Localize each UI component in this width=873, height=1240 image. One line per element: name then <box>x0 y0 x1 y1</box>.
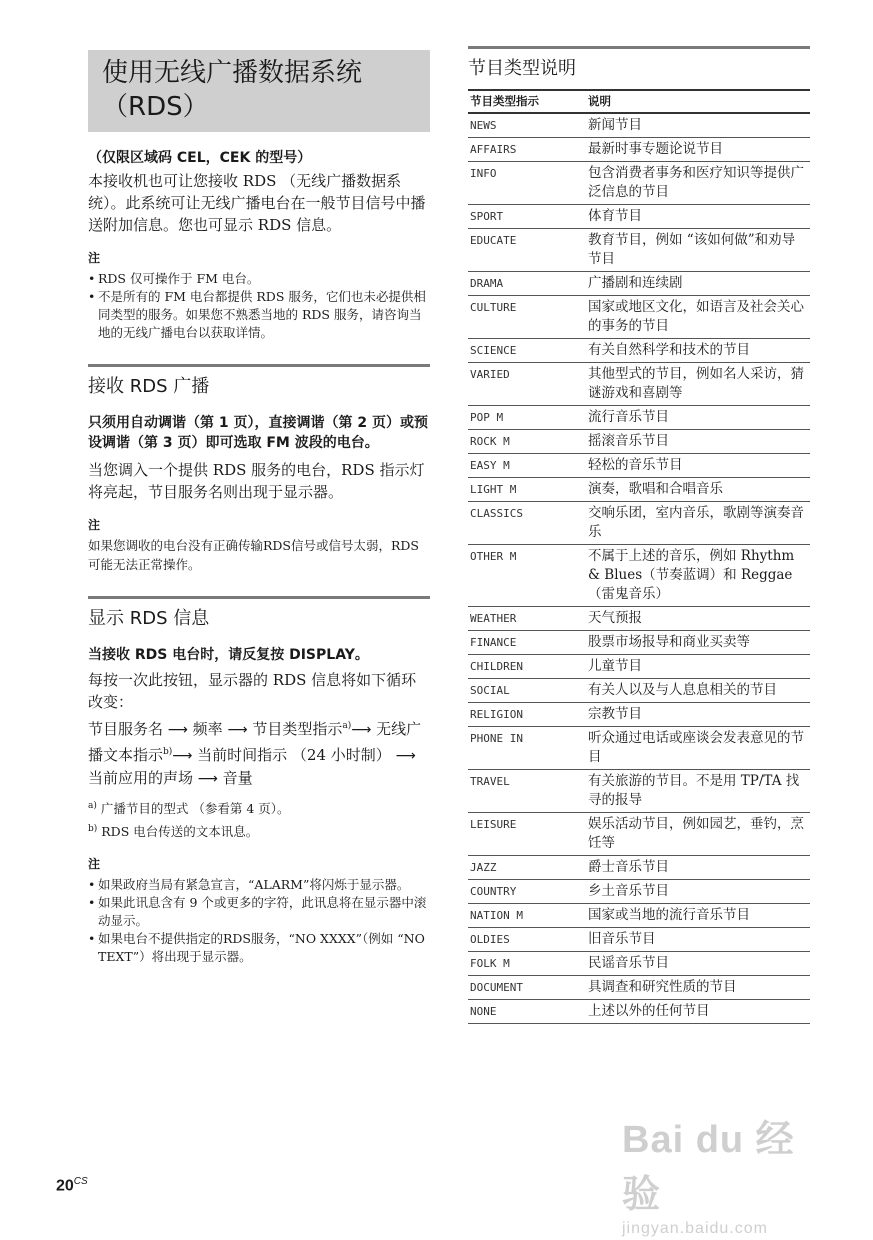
program-type-description: 不属于上述的音乐，例如 Rhythm & Blues（节奏蓝调）和 Reggae（雷鬼音乐） <box>586 545 810 607</box>
program-type-description: 国家或当地的流行音乐节目 <box>586 904 810 928</box>
note-heading-2: 注 <box>88 518 101 532</box>
program-type-description: 听众通过电话或座谈会发表意见的节目 <box>586 727 810 770</box>
program-type-code: OTHER M <box>468 545 586 607</box>
section-lead-display: 当接收 RDS 电台时，请反复按 DISPLAY。 <box>88 647 369 663</box>
table-row <box>468 113 810 138</box>
page-number-value: 20 <box>56 1177 74 1195</box>
watermark-logo: Bai du 经验 <box>622 1119 795 1216</box>
program-type-code: FINANCE <box>468 631 586 655</box>
program-type-description: 包含消费者事务和医疗知识等提供广泛信息的节目 <box>586 162 810 205</box>
table-header-row <box>468 90 810 113</box>
note-item: • 如果此讯息含有 9 个或更多的字符，此讯息将在显示器中滚动显示。 <box>88 894 430 930</box>
program-type-description: 乡土音乐节目 <box>586 880 810 904</box>
section-paragraph-receive: 当您调入一个提供 RDS 服务的电台，RDS 指示灯将亮起，节目服务名则出现于显示器。 <box>88 461 425 501</box>
section-title-display: 显示 RDS 信息 <box>88 596 430 631</box>
program-type-code: NEWS <box>468 113 586 138</box>
program-type-description: 具调查和研究性质的节目 <box>586 976 810 1000</box>
program-type-description: 宗教节目 <box>586 703 810 727</box>
table-row <box>468 856 810 880</box>
table-row <box>468 430 810 454</box>
table-row <box>468 205 810 229</box>
note-item: • 如果政府当局有紧急宣言，“ALARM”将闪烁于显示器。 <box>88 876 430 894</box>
table-row <box>468 679 810 703</box>
program-type-description: 新闻节目 <box>586 113 810 138</box>
program-type-description: 民谣音乐节目 <box>586 952 810 976</box>
program-type-description: 有关旅游的节目。不是用 TP/TA 找寻的报导 <box>586 770 810 813</box>
note-receive: 如果您调收的电台没有正确传输RDS信号或信号太弱，RDS 可能无法正常操作。 <box>88 538 419 572</box>
program-type-description: 轻松的音乐节目 <box>586 454 810 478</box>
table-row <box>468 229 810 272</box>
table-row <box>468 952 810 976</box>
arrow-right-icon: ⟶ <box>395 748 416 764</box>
section-title-receive: 接收 RDS 广播 <box>88 364 430 399</box>
note-heading-3: 注 <box>88 857 101 872</box>
table-row <box>468 703 810 727</box>
table-row <box>468 502 810 545</box>
program-type-code: SPORT <box>468 205 586 229</box>
right-column <box>468 46 810 1024</box>
program-type-code: NONE <box>468 1000 586 1024</box>
program-type-description: 交响乐团，室内音乐，歌剧等演奏音乐 <box>586 502 810 545</box>
program-type-code: LEISURE <box>468 813 586 856</box>
watermark <box>622 1108 822 1237</box>
program-type-code: POP M <box>468 406 586 430</box>
table-row <box>468 1000 810 1024</box>
table-row <box>468 655 810 679</box>
program-type-description: 有关人以及与人息息相关的节目 <box>586 679 810 703</box>
program-type-code: NATION M <box>468 904 586 928</box>
page-number <box>56 1176 88 1195</box>
program-type-description: 国家或地区文化，如语言及社会关心的事务的节目 <box>586 296 810 339</box>
table-row <box>468 454 810 478</box>
program-type-code: AFFAIRS <box>468 138 586 162</box>
table-row <box>468 339 810 363</box>
table-row <box>468 607 810 631</box>
table-row <box>468 162 810 205</box>
program-type-code: TRAVEL <box>468 770 586 813</box>
note-list-1 <box>88 270 430 342</box>
program-type-code: PHONE IN <box>468 727 586 770</box>
cycle-step: 无线广播文本指示 <box>88 720 422 764</box>
table-row <box>468 770 810 813</box>
display-cycle <box>88 715 430 790</box>
program-type-description: 上述以外的任何节目 <box>586 1000 810 1024</box>
page-title-box <box>88 50 430 132</box>
cycle-step: 节目类型指示 <box>252 720 343 738</box>
footnote-mark: b) <box>163 747 173 757</box>
cycle-step: 节目服务名 <box>88 720 164 738</box>
footnote-text: RDS 电台传送的文本讯息。 <box>101 824 259 840</box>
footnote-mark: a) <box>88 801 97 811</box>
table-row <box>468 976 810 1000</box>
program-type-description: 教育节目，例如 “该如何做”和劝导节目 <box>586 229 810 272</box>
intro-paragraph: 本接收机也可让您接收 RDS （无线广播数据系统）。此系统可让无线广播电台在一般节目信号中播送附加信息。您也可显示 RDS 信息。 <box>88 172 426 234</box>
cycle-step: 当前时间指示 （24 小时制） <box>197 746 391 764</box>
program-type-code: RELIGION <box>468 703 586 727</box>
table-row <box>468 813 810 856</box>
table-row <box>468 478 810 502</box>
arrow-right-icon: ⟶ <box>227 722 248 738</box>
watermark-url: jingyan.baidu.com <box>622 1220 768 1237</box>
table-body <box>468 113 810 1024</box>
page-number-suffix: CS <box>73 1176 88 1187</box>
program-type-code: EDUCATE <box>468 229 586 272</box>
footnote-b <box>88 819 430 842</box>
footnote-mark: b) <box>88 824 98 835</box>
footnote-a <box>88 796 430 819</box>
program-type-code: SOCIAL <box>468 679 586 703</box>
arrow-right-icon: ⟶ <box>167 722 188 738</box>
program-type-description: 演奏，歌唱和合唱音乐 <box>586 478 810 502</box>
table-row <box>468 363 810 406</box>
program-type-table <box>468 89 810 1024</box>
program-type-code: COUNTRY <box>468 880 586 904</box>
program-type-description: 爵士音乐节目 <box>586 856 810 880</box>
table-row <box>468 272 810 296</box>
footnote-mark: a) <box>342 721 352 731</box>
table-row <box>468 727 810 770</box>
table-row <box>468 928 810 952</box>
page-title-line2: （RDS） <box>102 92 209 122</box>
table-row <box>468 138 810 162</box>
program-type-code: VARIED <box>468 363 586 406</box>
arrow-right-icon: ⟶ <box>172 748 193 764</box>
program-type-code: CHILDREN <box>468 655 586 679</box>
program-type-code: FOLK M <box>468 952 586 976</box>
program-type-code: INFO <box>468 162 586 205</box>
table-row <box>468 296 810 339</box>
footnote-text: 广播节目的型式 （参看第 4 页）。 <box>100 801 290 817</box>
note-list-2 <box>88 876 430 966</box>
program-type-description: 体育节目 <box>586 205 810 229</box>
program-type-description: 娱乐活动节目，例如园艺，垂钓，烹饪等 <box>586 813 810 856</box>
table-row <box>468 406 810 430</box>
program-type-description: 其他型式的节目，例如名人采访，猜谜游戏和喜剧等 <box>586 363 810 406</box>
program-type-code: JAZZ <box>468 856 586 880</box>
section-paragraph-display: 每按一次此按钮，显示器的 RDS 信息将如下循环改变： <box>88 671 417 711</box>
program-type-description: 儿童节目 <box>586 655 810 679</box>
cycle-step: 频率 <box>192 720 223 738</box>
region-note: （仅限区域码 CEL，CEK 的型号） <box>88 150 312 166</box>
cycle-step: 当前应用的声场 <box>88 769 194 787</box>
program-type-code: ROCK M <box>468 430 586 454</box>
program-type-code: SCIENCE <box>468 339 586 363</box>
program-type-code: CLASSICS <box>468 502 586 545</box>
program-type-description: 天气预报 <box>586 607 810 631</box>
note-item: • 不是所有的 FM 电台都提供 RDS 服务，它们也未必提供相同类型的服务。如果您不熟悉当地的 RDS 服务，请咨询当地的无线广播电台以获取详情。 <box>88 288 430 342</box>
program-type-title: 节目类型说明 <box>468 46 810 81</box>
program-type-code: EASY M <box>468 454 586 478</box>
table-row <box>468 631 810 655</box>
left-column <box>88 50 430 966</box>
note-heading-1: 注 <box>88 251 101 265</box>
program-type-code: LIGHT M <box>468 478 586 502</box>
program-type-description: 摇滚音乐节目 <box>586 430 810 454</box>
note-item: • 如果电台不提供指定的RDS服务，“NO XXXX”（例如 “NO TEXT”）将出现于显示器。 <box>88 930 430 966</box>
program-type-description: 广播剧和连续剧 <box>586 272 810 296</box>
program-type-code: DOCUMENT <box>468 976 586 1000</box>
arrow-right-icon: ⟶ <box>197 771 218 787</box>
program-type-description: 最新时事专题论说节目 <box>586 138 810 162</box>
column-header-code: 节目类型指示 <box>468 90 586 113</box>
table-row <box>468 880 810 904</box>
page-title-line1: 使用无线广播数据系统 <box>102 58 363 88</box>
program-type-description: 流行音乐节目 <box>586 406 810 430</box>
program-type-description: 旧音乐节目 <box>586 928 810 952</box>
section-lead-receive: 只须用自动调谐（第 1 页），直接调谐（第 2 页）或预设调谐（第 3 页）即可选取 FM 波段的电台。 <box>88 415 428 451</box>
table-row <box>468 904 810 928</box>
program-type-description: 有关自然科学和技术的节目 <box>586 339 810 363</box>
program-type-code: DRAMA <box>468 272 586 296</box>
cycle-step: 音量 <box>222 769 253 787</box>
table-row <box>468 545 810 607</box>
column-header-description: 说明 <box>586 90 810 113</box>
program-type-code: OLDIES <box>468 928 586 952</box>
arrow-right-icon: ⟶ <box>351 722 372 738</box>
program-type-code: WEATHER <box>468 607 586 631</box>
note-item: • RDS 仅可操作于 FM 电台。 <box>88 270 430 288</box>
program-type-code: CULTURE <box>468 296 586 339</box>
program-type-description: 股票市场报导和商业买卖等 <box>586 631 810 655</box>
